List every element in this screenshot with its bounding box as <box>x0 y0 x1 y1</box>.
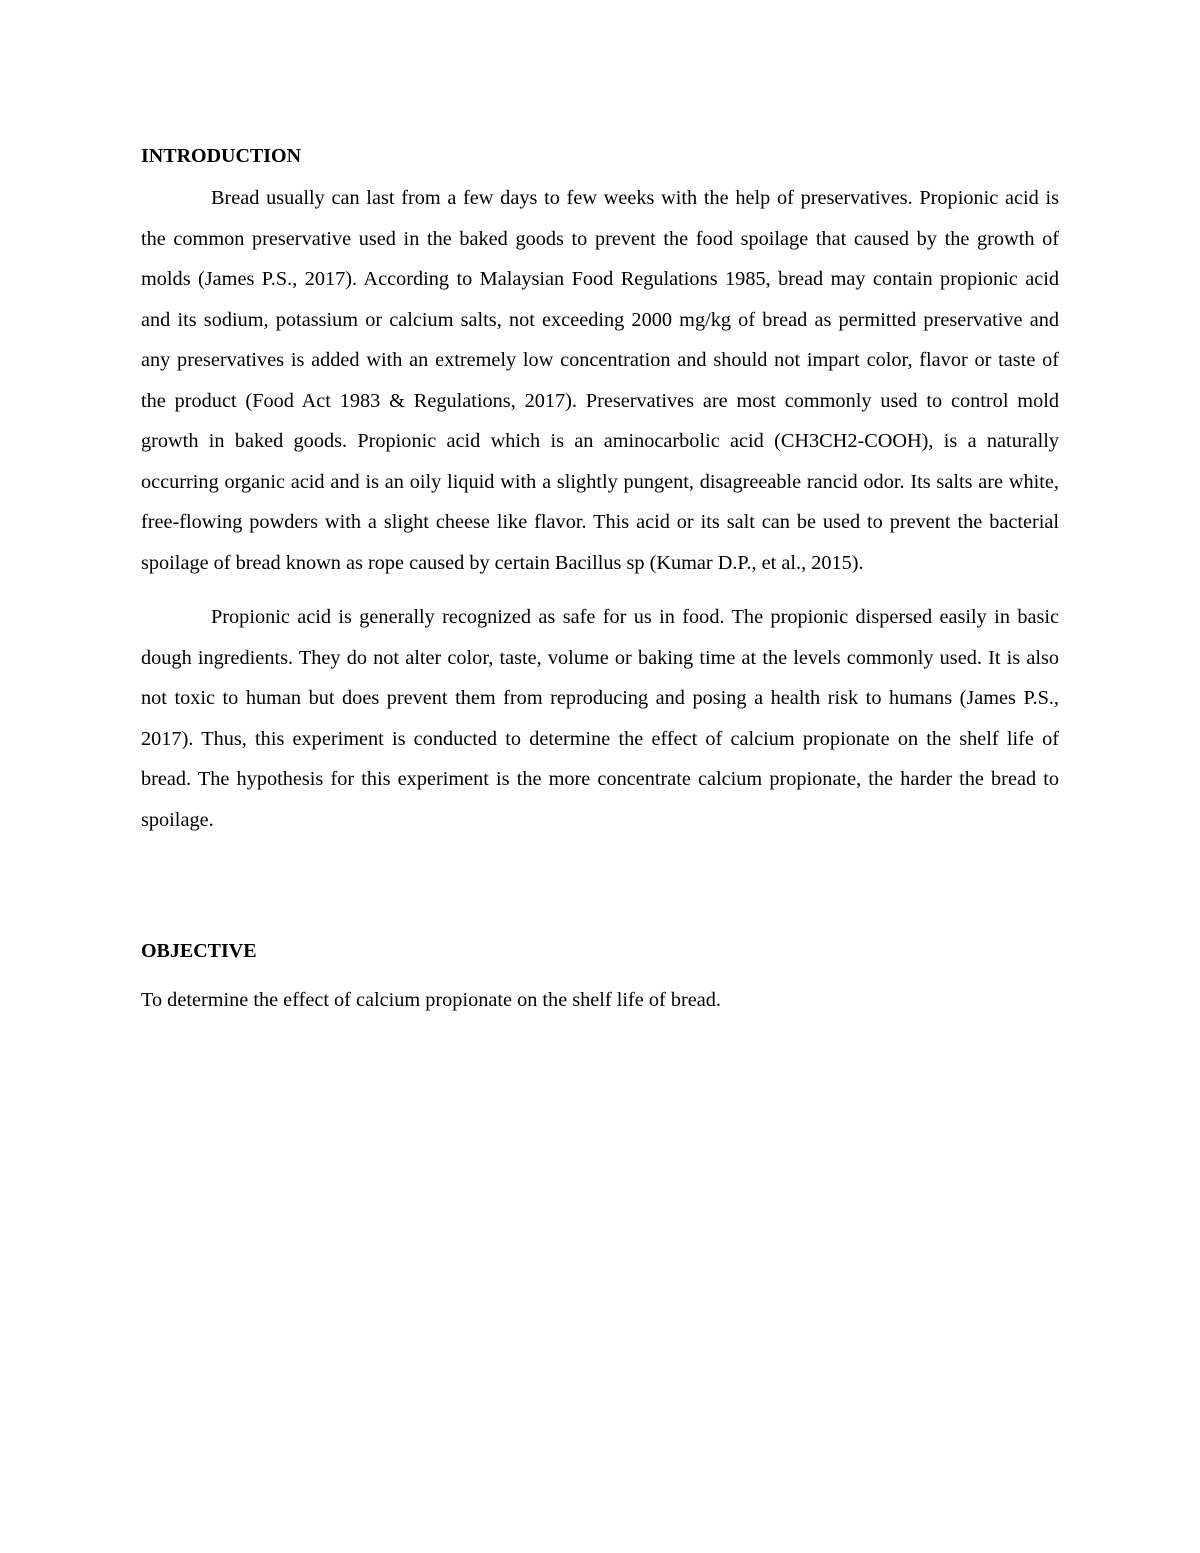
introduction-paragraph-2: Propionic acid is generally recognized as safe for us in food. The propionic dispersed easily in basic dough ingredients. They do not alter color, taste, volume or baking time at the levels commonly used. It is also not toxic to human but does prevent them from reproducing and posing a health risk to humans (James P.S., 2017). Thus, this experiment is conducted to determine the effect of calcium propionate on the shelf life of bread. The hypothesis for this experiment is the more concentrate calcium propionate, the harder the bread to spoilage. <box>141 606 1059 831</box>
introduction-paragraph-1: Bread usually can last from a few days to few weeks with the help of preservatives. Propionic acid is the common preservative used in the baked goods to prevent the food spoilage that caused by the growth of molds (James P.S., 2017). According to Malaysian Food Regulations 1985, bread may contain propionic acid and its sodium, potassium or calcium salts, not exceeding 2000 mg/kg of bread as permitted preservative and any preservatives is added with an extremely low concentration and should not impart color, flavor or taste of the product (Food Act 1983 & Regulations, 2017). Preservatives are most commonly used to control mold growth in baked goods. Propionic acid which is an aminocarbolic acid (CH3CH2-COOH), is a naturally occurring organic acid and is an oily liquid with a slightly pungent, disagreeable rancid odor. Its salts are white, free-flowing powders with a slight cheese like flavor. This acid or its salt can be used to prevent the bacterial spoilage of bread known as rope caused by certain Bacillus sp (Kumar D.P., et al., 2015). <box>141 187 1059 574</box>
objective-text: To determine the effect of calcium propionate on the shelf life of bread. <box>141 989 721 1011</box>
objective-heading: OBJECTIVE <box>141 940 257 962</box>
introduction-heading: INTRODUCTION <box>141 145 302 167</box>
document-page <box>141 138 1059 1018</box>
